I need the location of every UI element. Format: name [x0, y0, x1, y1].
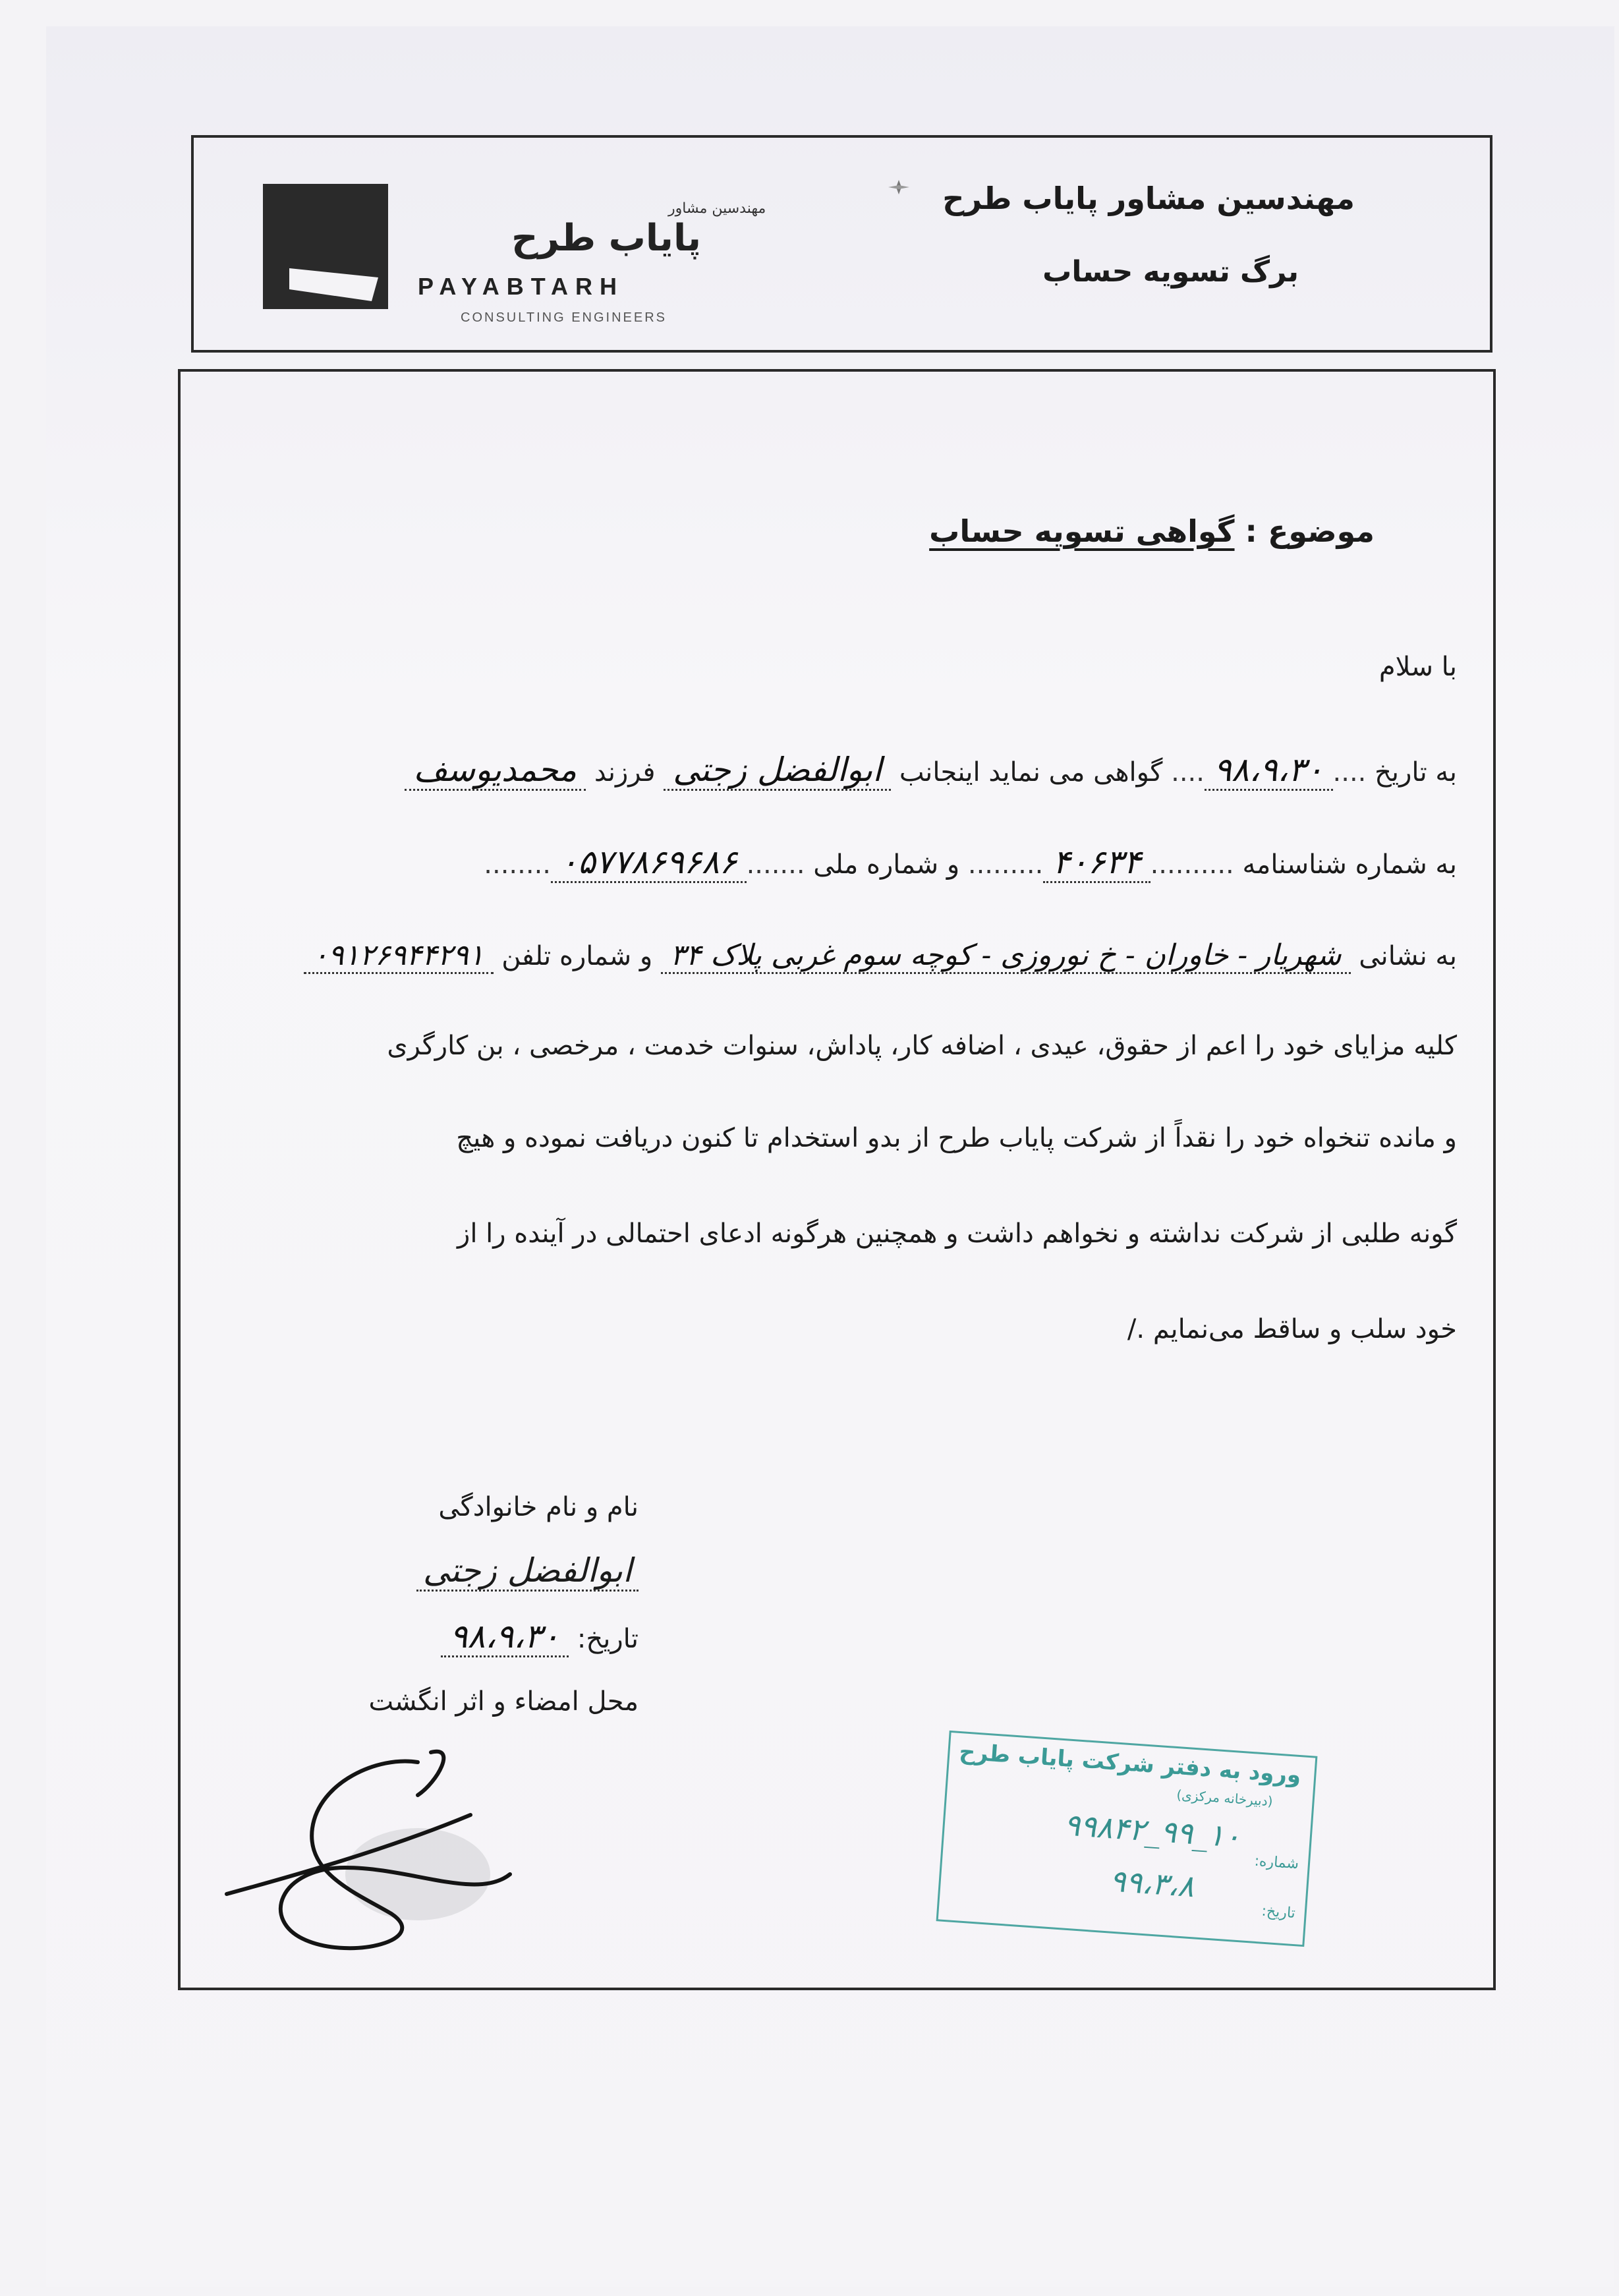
line-address-phone — [304, 938, 1457, 972]
line2-mid: و شماره ملی — [813, 849, 960, 880]
line-date-name: به تاریخ ....۹۸،۹،۳۰.... گواهی می نماید اینجانب ابوالفضل زجتی فرزند محمدیوسف — [405, 751, 1458, 789]
signature-scribble — [220, 1742, 530, 1960]
handwritten-phone: ۰۹۱۲۶۹۴۴۲۹۱ — [304, 938, 494, 974]
received-stamp — [936, 1731, 1318, 1947]
greeting: با سلام — [1378, 652, 1457, 682]
signature-date-line — [441, 1617, 639, 1655]
body-paragraph-line: کلیه مزایای خود را اعم از حقوق، عیدی ، اضافه کار، پاداش، سنوات خدمت ، مرخصی ، بن کارگری — [387, 1031, 1457, 1061]
line3-prefix: به نشانی — [1359, 941, 1457, 971]
handwritten-father-name: محمدیوسف — [405, 751, 586, 791]
body-paragraph-line: و مانده تنخواه خود را نقداً از شرکت پایاب طرح از بدو استخدام تا کنون دریافت نموده و هیچ — [456, 1123, 1457, 1153]
body-paragraph-line: گونه طلبی از شرکت نداشته و نخواهم داشت و همچنین هرگونه ادعای احتمالی در آینده را از — [457, 1219, 1457, 1249]
handwritten-national-id: ۰۵۷۷۸۶۹۶۸۶ — [551, 843, 747, 883]
line1-father-label: فرزند — [594, 757, 656, 788]
sign-place-label: محل امضاء و اثر انگشت — [368, 1686, 639, 1717]
stamp-date-label: تاریخ: — [1261, 1903, 1296, 1922]
stamp-number-label: شماره: — [1253, 1852, 1299, 1873]
fingerprint-mark — [345, 1828, 490, 1920]
company-logo-icon — [263, 184, 388, 309]
handwritten-signature-date: ۹۸،۹،۳۰ — [441, 1617, 569, 1657]
letterhead-box — [191, 135, 1492, 353]
handwritten-date: ۹۸،۹،۳۰ — [1205, 751, 1333, 791]
line1-prefix: به تاریخ — [1375, 757, 1457, 788]
signature-date-label: تاریخ: — [577, 1624, 639, 1654]
logo-english-subtitle: CONSULTING ENGINEERS — [461, 310, 667, 325]
handwritten-name: ابوالفضل زجتی — [664, 751, 891, 791]
line1-mid: گواهی می نماید اینجانب — [899, 757, 1163, 788]
subject-line — [929, 513, 1375, 549]
form-title: برگ تسویه حساب — [1042, 255, 1299, 289]
stamp-subtitle: (دبیرخانه مرکزی) — [1176, 1787, 1274, 1810]
ornament-icon — [886, 177, 912, 197]
subject-label: موضوع : — [1245, 513, 1375, 549]
logo-persian-name: پایاب طرح — [511, 217, 701, 260]
stamp-number-value: ۱۰_۹۹_۹۹۸۴۲ — [1063, 1806, 1242, 1854]
line-id-numbers: به شماره شناسنامه ..........۴۰۶۳۴......... و شماره ملی .......۰۵۷۷۸۶۹۶۸۶........ — [484, 843, 1457, 881]
letter-body-box — [178, 369, 1496, 1990]
handwritten-signer-name: ابوالفضل زجتی — [416, 1551, 639, 1592]
body-paragraph-line: خود سلب و ساقط می‌نمایم ./ — [1127, 1314, 1457, 1344]
line2-prefix: به شماره شناسنامه — [1242, 849, 1457, 880]
handwritten-id-number: ۴۰۶۳۴ — [1043, 843, 1150, 883]
stamp-date-value: ۹۹،۳،۸ — [1108, 1862, 1196, 1905]
name-label: نام و نام خانوادگی — [438, 1492, 639, 1522]
stamp-title: ورود به دفتر شرکت پایاب طرح — [958, 1738, 1302, 1789]
logo-persian-subtitle: مهندسین مشاور — [668, 200, 766, 217]
subject-value: گواهی تسویه حساب — [929, 513, 1235, 549]
company-name: مهندسین مشاور پایاب طرح — [942, 181, 1355, 216]
line3-mid: و شماره تلفن — [501, 941, 653, 971]
logo-english-name: PAYABTARH — [418, 273, 625, 300]
handwritten-address: شهریار - خاوران - خ نوروزی - کوچه سوم غربی پلاک ۳۴ — [661, 938, 1351, 974]
